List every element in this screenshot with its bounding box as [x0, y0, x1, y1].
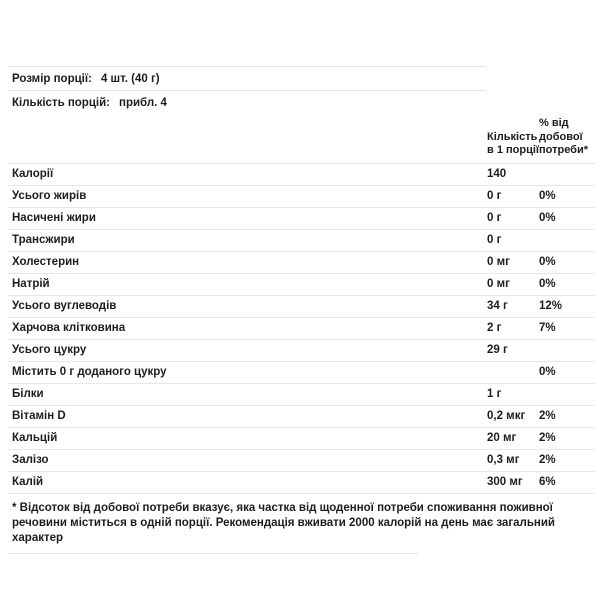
nutrient-dv: 0% — [539, 212, 556, 224]
nutrient-label: Містить 0 г доданого цукру — [12, 366, 167, 378]
servings-per-container-row — [8, 91, 486, 114]
header-amount-line1: Кількість — [487, 130, 538, 143]
nutrient-label: Усього вуглеводів — [12, 300, 117, 312]
nutrient-amount: 0,3 мг — [487, 454, 520, 466]
nutrient-dv: 2% — [539, 432, 556, 444]
header-daily-value — [539, 117, 595, 158]
serving-size-label: Розмір порції: — [12, 72, 92, 85]
nutrient-label: Кальцій — [12, 432, 58, 444]
nutrient-amount: 0 г — [487, 212, 502, 224]
nutrient-amount: 20 мг — [487, 432, 517, 444]
nutrient-dv: 2% — [539, 410, 556, 422]
nutrition-table — [8, 114, 595, 494]
table-header-row — [8, 114, 595, 164]
servings-per-container-value: прибл. 4 — [119, 96, 167, 109]
table-row-added-sugars — [8, 362, 595, 384]
nutrient-label: Натрій — [12, 278, 50, 290]
nutrient-amount: 0 г — [487, 190, 502, 202]
header-dv-line1: % від — [539, 117, 569, 129]
nutrient-label: Залізо — [12, 454, 49, 466]
nutrient-amount: 0 мг — [487, 256, 510, 268]
table-row-total-sugars — [8, 340, 595, 362]
nutrient-label: Усього цукру — [12, 344, 87, 356]
table-row-trans-fat — [8, 230, 595, 252]
nutrient-dv: 0% — [539, 278, 556, 290]
nutrient-label: Усього жирів — [12, 190, 87, 202]
header-dv-line3: потреби* — [539, 144, 589, 156]
table-row-iron — [8, 450, 595, 472]
nutrient-label: Харчова клітковина — [12, 322, 126, 334]
nutrient-amount: 140 — [487, 168, 507, 180]
nutrient-amount: 300 мг — [487, 476, 523, 488]
nutrient-label: Холестерин — [12, 256, 80, 268]
table-row-dietary-fiber — [8, 318, 595, 340]
nutrient-amount: 0,2 мкг — [487, 410, 526, 422]
nutrient-label: Насичені жири — [12, 212, 96, 224]
nutrient-dv: 0% — [539, 256, 556, 268]
nutrient-amount: 0 г — [487, 234, 502, 246]
header-dv-line2: добової — [539, 130, 583, 143]
daily-value-footnote: * Відсоток від добової потреби вказує, яка частка від щоденної потреби споживання поживної речовини міститься в одній порції. Рекомендація вживати 2000 калорій на день має загальний характер — [12, 501, 555, 544]
nutrient-label: Калій — [12, 476, 44, 488]
header-amount-line2: в 1 порції — [487, 144, 539, 156]
nutrient-amount: 2 г — [487, 322, 502, 334]
table-row-potassium — [8, 472, 595, 494]
table-row-protein — [8, 384, 595, 406]
nutrient-amount: 1 г — [487, 388, 502, 400]
nutrient-dv: 0% — [539, 190, 556, 202]
nutrient-label: Вітамін D — [12, 410, 66, 422]
nutrient-dv: 6% — [539, 476, 556, 488]
nutrient-amount: 34 г — [487, 300, 508, 312]
table-row-sodium — [8, 274, 595, 296]
table-row-vitamin-d — [8, 406, 595, 428]
nutrient-dv: 2% — [539, 454, 556, 466]
table-row-calcium — [8, 428, 595, 450]
table-row-saturated-fat — [8, 208, 595, 230]
serving-size-row — [8, 67, 486, 91]
nutrient-dv: 0% — [539, 366, 556, 378]
nutrient-amount: 29 г — [487, 344, 508, 356]
serving-info-section — [8, 66, 486, 114]
nutrient-amount: 0 мг — [487, 278, 510, 290]
nutrient-dv: 12% — [539, 300, 563, 312]
nutrient-dv: 7% — [539, 322, 556, 334]
table-row-calories — [8, 164, 595, 186]
table-row-total-fat — [8, 186, 595, 208]
table-row-cholesterol — [8, 252, 595, 274]
header-amount-per-serving — [487, 131, 539, 158]
nutrient-label: Трансжири — [12, 234, 75, 246]
serving-size-value: 4 шт. (40 г) — [100, 72, 160, 85]
servings-per-container-label: Кількість порцій: — [12, 96, 110, 109]
bottom-divider — [8, 553, 418, 554]
nutrient-label: Білки — [12, 388, 44, 400]
nutrient-label: Калорії — [12, 168, 54, 180]
table-row-total-carbs — [8, 296, 595, 318]
